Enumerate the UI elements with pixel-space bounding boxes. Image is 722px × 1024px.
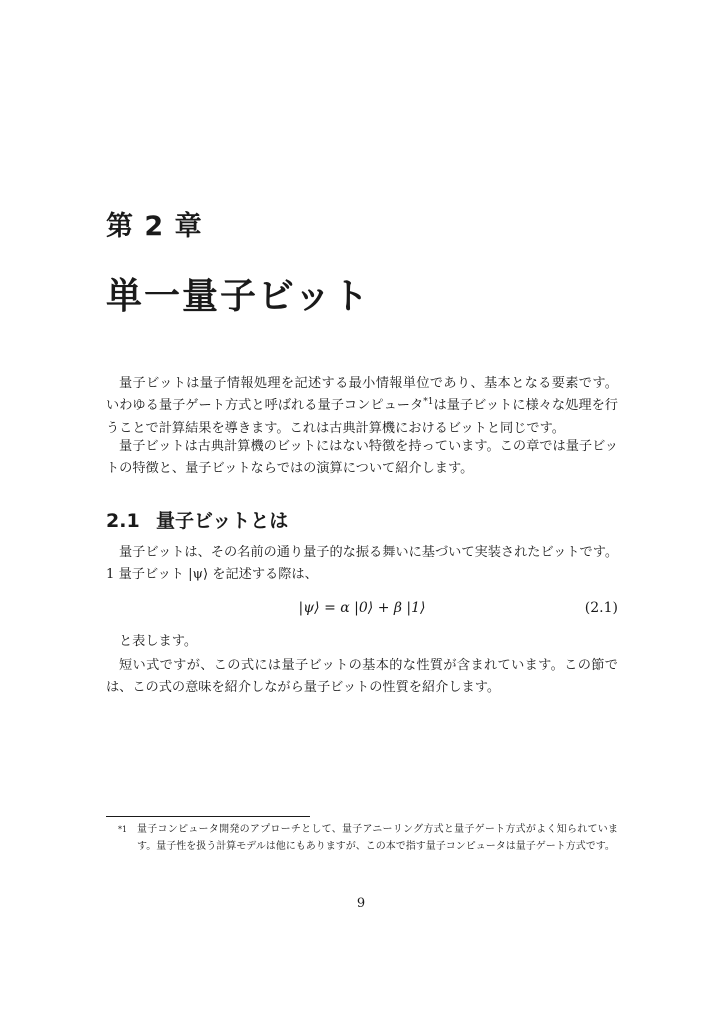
section-paragraph-3: 短い式ですが、この式には量子ビットの基本的な性質が含まれています。この節では、この式の意味を紹介しながら量子ビットの性質を紹介します。 <box>106 658 618 696</box>
chapter-label: 第 2 章 <box>106 211 203 242</box>
intro-paragraph-1-text-a: 量子ビットは量子情報処理を記述する最小情報単位であり、基本となる要素です。いわゆる量子ゲート方式と呼ばれる量子コンピュータ <box>106 376 618 414</box>
equation: |ψ⟩ = α |0⟩ + β |1⟩ <box>298 600 426 616</box>
footnote-text: 量子コンピュータ開発のアプローチとして、量子アニーリング方式と量子ゲート方式がよく知られています。量子性を扱う計算モデルは他にもありますが、この本で指す量子コンピュータは量子ゲート方式です。 <box>137 824 618 852</box>
footnote-reference[interactable]: *1 <box>423 397 434 408</box>
intro-paragraph-1-text-b: は量子ビットに様々な処理を行うことで計算結果を導きます。これは古典計算機におけるビットと同じです。 <box>106 398 618 436</box>
section-number: 2.1 <box>106 510 140 532</box>
section-paragraph-1: 量子ビットは、その名前の通り量子的な振る舞いに基づいて実装されたビットです。1 量子ビット |ψ⟩ を記述する際は、 <box>106 545 619 583</box>
intro-paragraph-2: 量子ビットは古典計算機のビットにはない特徴を持っています。この章では量子ビットの特徴と、量子ビットならではの演算について紹介します。 <box>106 439 618 477</box>
section-title: 量子ビットとは <box>156 510 289 532</box>
intro-paragraph-1 <box>106 373 618 440</box>
chapter-title: 単一量子ビット <box>106 276 371 317</box>
footnote <box>118 822 618 855</box>
equation-block <box>106 600 618 624</box>
page-number: 9 <box>356 896 366 911</box>
section-heading <box>106 506 288 533</box>
section-paragraph-2: と表します。 <box>119 634 198 649</box>
footnote-divider <box>106 816 310 817</box>
footnote-mark: *1 <box>118 825 128 834</box>
equation-number: (2.1) <box>584 600 618 616</box>
